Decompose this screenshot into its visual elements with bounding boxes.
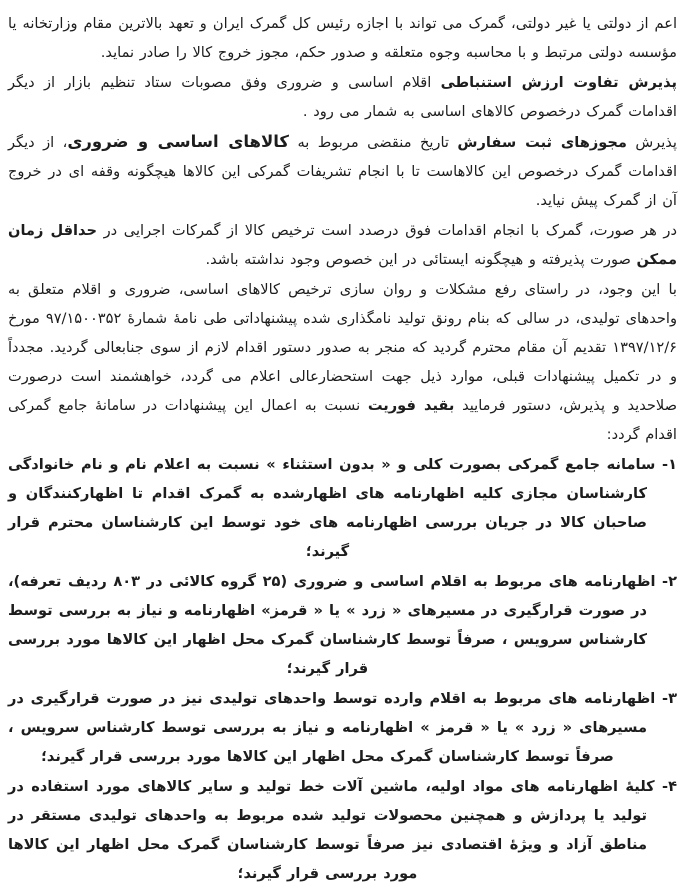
text-segment: حداقل زمان ممکن bbox=[8, 222, 677, 268]
list-item-۲- bbox=[8, 567, 677, 683]
text-segment: اظهارنامه های مربوط به اقلام وارده توسط واحدهای تولیدی نیز در صورت قرارگیری در مسیرهای « زرد » یا « قرمز » اظهارنامه و نیاز به بررسی توسط کارشناس سرویس ، صرفاً توسط کارشناسان گمرک محل اظهار این کالاها مورد بررسی قرار گیرند؛ bbox=[8, 690, 656, 765]
text-segment: کلیۀ اظهارنامه های مواد اولیه، ماشین آلات خط تولید و سایر کالاهای مورد استفاده در تولید یا پردازش و همچنین محصولات تولید شده مربوط به واحدهای تولیدی مستقر در مناطق آزاد و ویژۀ اقتصادی نیز صرفاً توسط کارشناسان گمرک محل اظهار این کالاها مورد بررسی قرار گیرند؛ bbox=[8, 778, 655, 882]
text-segment: پذیرش تفاوت ارزش استنباطی bbox=[440, 74, 677, 91]
text-segment: صورت پذیرفته و هیچگونه ایستائی در این خصوص وجود نداشته باشد. bbox=[205, 251, 637, 268]
text-segment: در هر صورت، گمرک با انجام اقدامات فوق درصدد است ترخیص کالا از گمرکات اجرایی در bbox=[96, 222, 677, 239]
list-item-۴- bbox=[8, 772, 677, 888]
item-number: ۴- bbox=[654, 778, 678, 795]
text-segment: اعم از دولتی یا غیر دولتی، گمرک می تواند با اجازه رئیس کل گمرک ایران و تعهد بالاترین مقام وزارتخانه یا مؤسسه دولتی مرتبط و با محاسبه وجوه متعلقه و صدور حکم، مجوز خروج کالا را صادر نماید. bbox=[8, 15, 677, 61]
text-segment: کالاهای اساسی و ضروری bbox=[67, 132, 290, 151]
list-item-۳- bbox=[8, 684, 677, 771]
paragraph-5 bbox=[8, 275, 677, 449]
text-segment: تاریخ منقضی مربوط به bbox=[289, 134, 458, 151]
text-segment: بقید فوریت bbox=[367, 397, 455, 414]
list-item-۱- bbox=[8, 450, 677, 566]
text-segment: ، از دیگر اقدامات گمرک درخصوص این کالاهاست تا با انجام تشریفات گمرکی این کالاها هیچگونه وقفه ای در خروج آن از گمرک پیش نیاید. bbox=[8, 134, 677, 209]
text-segment: پذیرش bbox=[626, 134, 677, 151]
item-number: ۱- bbox=[655, 456, 678, 473]
text-segment: مجوزهای ثبت سفارش bbox=[457, 134, 627, 151]
text-segment: با این وجود، در راستای رفع مشکلات و روان سازی ترخیص کالاهای اساسی، ضروری و اقلام متعلق به واحدهای تولیدی، در سالی که بنام رونق تولید نامگذاری شده پیشنهاداتی طی نامۀ شمارۀ ۹۷/۱۵۰۰۳۵۲ مورخ ۱۳۹۷/۱۲/۶ تقدیم آن مقام محترم گردید که منجر به صدور دستور اقدام لازم از سوی جنابعالی گردید. مجدداً و در تکمیل پیشنهادات قبلی، موارد ذیل جهت استحضارعالی اعلام می گردد، خواهشمند است درصورت صلاحدید و پذیرش، دستور فرمایید bbox=[8, 281, 677, 414]
paragraph-3 bbox=[8, 127, 677, 215]
text-segment: نسبت به اعمال این پیشنهادات در سامانۀ جامع گمرکی اقدام گردد: bbox=[8, 397, 677, 443]
item-number: ۳- bbox=[655, 690, 677, 707]
text-segment: اقلام اساسی و ضروری وفق مصوبات ستاد تنظیم بازار از دیگر اقدامات گمرک درخصوص کالاهای اساسی به شمار می رود . bbox=[8, 74, 677, 120]
text-segment: اظهارنامه های مربوط به اقلام اساسی و ضروری (۲۵ گروه کالائی در ۸۰۳ ردیف تعرفه)، در صورت قرارگیری در مسیرهای « زرد » یا « قرمز» اظهارنامه و نیاز به بررسی توسط کارشناس سرویس ، صرفاً توسط کارشناسان گمرک محل اظهار این کالاها مورد بررسی قرار گیرند؛ bbox=[8, 573, 656, 677]
paragraph-4 bbox=[8, 216, 677, 274]
paragraph-1 bbox=[8, 9, 677, 67]
letter-body bbox=[8, 9, 677, 888]
text-segment: سامانه جامع گمرکی بصورت کلی و « بدون استثناء » نسبت به اعلام نام و نام خانوادگی کارشناسان مجازی کلیه اظهارنامه های اظهارشده به گمرک اقدام تا اظهارکنندگان و صاحبان کالا در جریان بررسی اظهارنامه های خود توسط این کارشناسان محترم قرار گیرند؛ bbox=[8, 456, 656, 560]
paragraph-2 bbox=[8, 68, 677, 126]
item-number: ۲- bbox=[655, 573, 678, 590]
